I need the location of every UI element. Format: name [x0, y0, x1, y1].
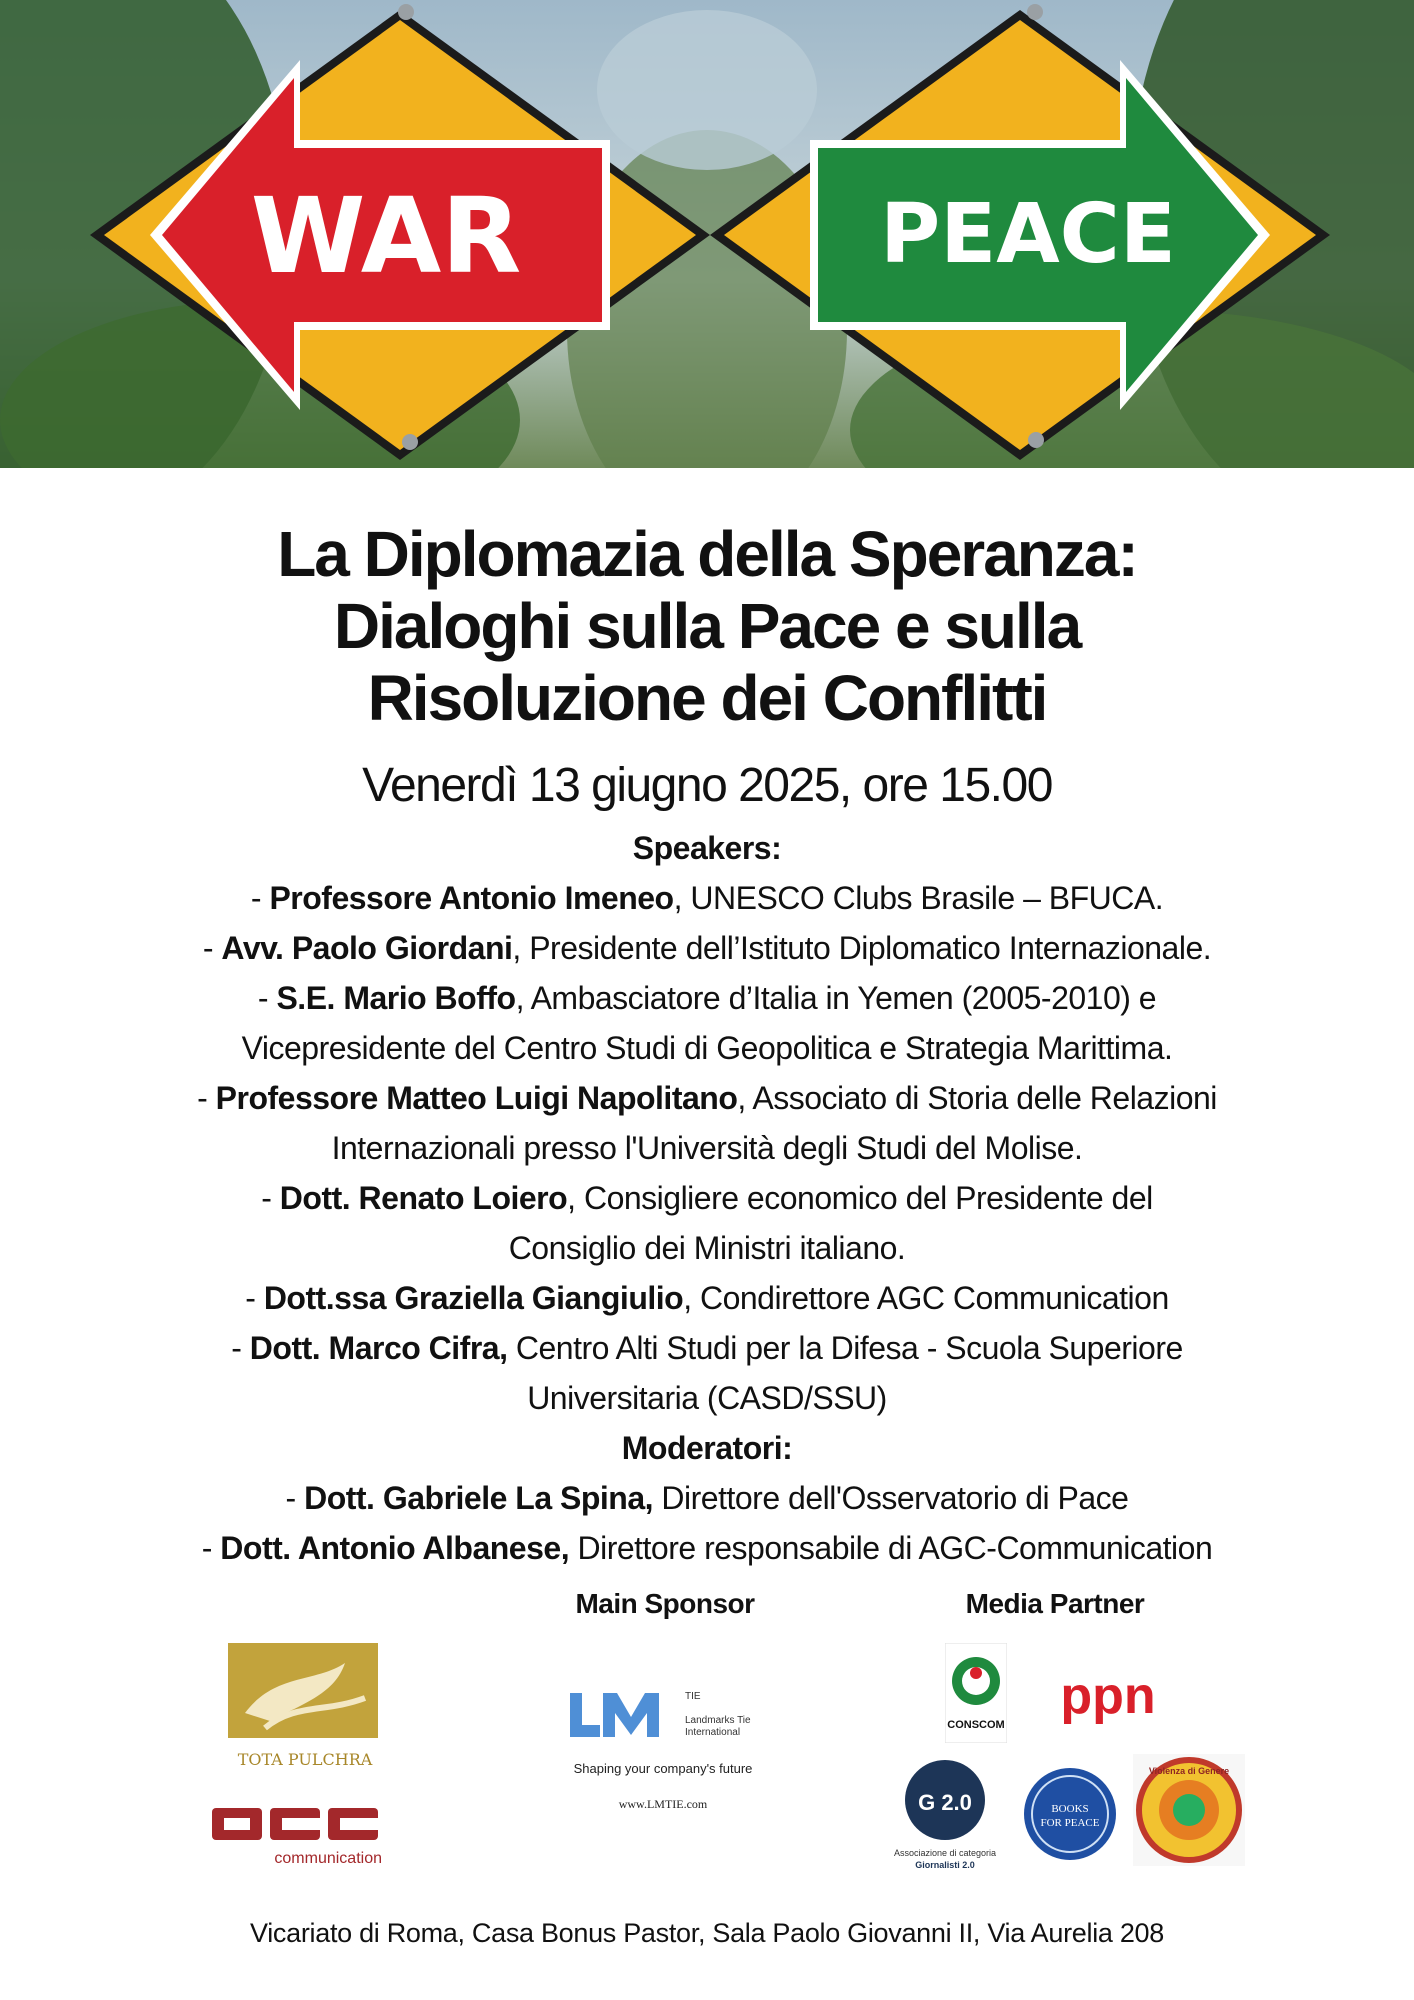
media-partner-header: Media Partner [965, 1588, 1145, 1619]
conscom-logo [945, 1643, 1007, 1743]
speaker-name: Professore Antonio Imeneo [269, 880, 674, 916]
speaker-role: , Condirettore AGC Communication [683, 1280, 1169, 1316]
conscom-text: CONSCOM [947, 1719, 1005, 1731]
giornalisti-caption2: Giornalisti 2.0 [915, 1860, 975, 1870]
speaker-item: - Dott. Marco Cifra, Centro Alti Studi per la Difesa - Scuola Superiore [231, 1330, 1183, 1366]
speaker-name: Dott.ssa Graziella Giangiulio [263, 1280, 684, 1316]
lmtie-sub: International [685, 1727, 741, 1738]
speaker-item: - Dott. Renato Loiero, Consigliere economico del Presidente del [261, 1180, 1153, 1216]
speaker-item: - S.E. Mario Boffo, Ambasciatore d’Italia in Yemen (2005-2010) e [257, 980, 1157, 1016]
agc-communication-logo [210, 1798, 390, 1868]
violenza-di-genere-logo [1133, 1754, 1245, 1866]
ppn-logo [1050, 1658, 1165, 1733]
event-date: Venerdì 13 giugno 2025, ore 15.00 [362, 759, 1052, 812]
lmtie-tagline: Shaping your company's future [573, 1761, 753, 1776]
speaker-role: , Consigliere economico del Presidente del [567, 1180, 1153, 1216]
speaker-item: - Professore Matteo Luigi Napolitano, Associato di Storia delle Relazioni [197, 1080, 1217, 1116]
speaker-role-continued: Internazionali presso l'Università degli Studi del Molise. [331, 1130, 1083, 1166]
speakers-header: Speakers: [632, 830, 782, 866]
speaker-name: Dott. Marco Cifra, [249, 1330, 508, 1366]
speaker-role: , Ambasciatore d’Italia in Yemen (2005-2010) e [515, 980, 1157, 1016]
tota-pulchra-text: TOTA PULCHRA [237, 1750, 373, 1769]
giornalisti-logo [885, 1758, 1005, 1878]
books-for-peace-logo [1022, 1766, 1118, 1862]
speaker-role: , UNESCO Clubs Brasile – BFUCA. [673, 880, 1164, 916]
moderator-name: Dott. Antonio Albanese, [220, 1530, 570, 1566]
title-line: Risoluzione dei Conflitti [367, 662, 1047, 734]
violenza-text: Violenza di Genere [1148, 1766, 1230, 1776]
war-sign-text: WAR [250, 175, 522, 297]
giornalisti-caption1: Associazione di categoria [893, 1848, 997, 1858]
books-line1: BOOKS [1051, 1803, 1089, 1815]
speaker-role: , Presidente dell’Istituto Diplomatico Internazionale. [512, 930, 1212, 966]
giornalisti-badge: G 2.0 [918, 1790, 972, 1815]
moderator-item: - Dott. Antonio Albanese, Direttore responsabile di AGC-Communication [201, 1530, 1213, 1566]
lmtie-name: Landmarks Tie [685, 1715, 751, 1726]
speaker-name: Dott. Renato Loiero [279, 1180, 568, 1216]
agc-text: communication [274, 1850, 382, 1867]
speaker-item: - Avv. Paolo Giordani, Presidente dell’Istituto Diplomatico Internazionale. [202, 930, 1212, 966]
tota-pulchra-logo [225, 1643, 385, 1773]
speaker-role-continued: Consiglio dei Ministri italiano. [508, 1230, 906, 1266]
moderator-name: Dott. Gabriele La Spina, [304, 1480, 654, 1516]
speaker-name: Professore Matteo Luigi Napolitano [215, 1080, 738, 1116]
speaker-name: Avv. Paolo Giordani [221, 930, 513, 966]
ppn-text: ppn [1060, 1667, 1156, 1725]
speaker-role-continued: Vicepresidente del Centro Studi di Geopolitica e Strategia Marittima. [241, 1030, 1173, 1066]
lmtie-logo [565, 1683, 765, 1833]
books-line2: FOR PEACE [1040, 1817, 1100, 1829]
title-line: Dialoghi sulla Pace e sulla [333, 590, 1081, 662]
speaker-role: , Associato di Storia delle Relazioni [737, 1080, 1217, 1116]
main-sponsor-header: Main Sponsor [575, 1588, 755, 1619]
war-peace-signs-illustration [0, 0, 1414, 468]
speaker-item: - Dott.ssa Graziella Giangiulio, Condirettore AGC Communication [245, 1280, 1169, 1316]
speaker-item: - Professore Antonio Imeneo, UNESCO Clubs Brasile – BFUCA. [250, 880, 1164, 916]
speaker-role-continued: Universitaria (CASD/SSU) [527, 1380, 887, 1416]
moderator-role: Direttore responsabile di AGC-Communication [569, 1530, 1213, 1566]
event-location: Vicariato di Roma, Casa Bonus Pastor, Sala Paolo Giovanni II, Via Aurelia 208 [250, 1918, 1164, 1948]
title-line: La Diplomazia della Speranza: [277, 518, 1137, 590]
speaker-role: Centro Alti Studi per la Difesa - Scuola Superiore [507, 1330, 1183, 1366]
speaker-name: S.E. Mario Boffo [276, 980, 516, 1016]
hero-image [0, 0, 1414, 468]
lmtie-url: www.LMTIE.com [618, 1797, 708, 1811]
moderators-header: Moderatori: [621, 1430, 793, 1466]
lmtie-tie: TIE [685, 1691, 701, 1702]
moderator-item: - Dott. Gabriele La Spina, Direttore dell'Osservatorio di Pace [285, 1480, 1129, 1516]
event-title [0, 518, 1414, 734]
peace-sign-text: PEACE [880, 187, 1176, 282]
moderator-role: Direttore dell'Osservatorio di Pace [653, 1480, 1129, 1516]
participants-list [0, 823, 1414, 1573]
